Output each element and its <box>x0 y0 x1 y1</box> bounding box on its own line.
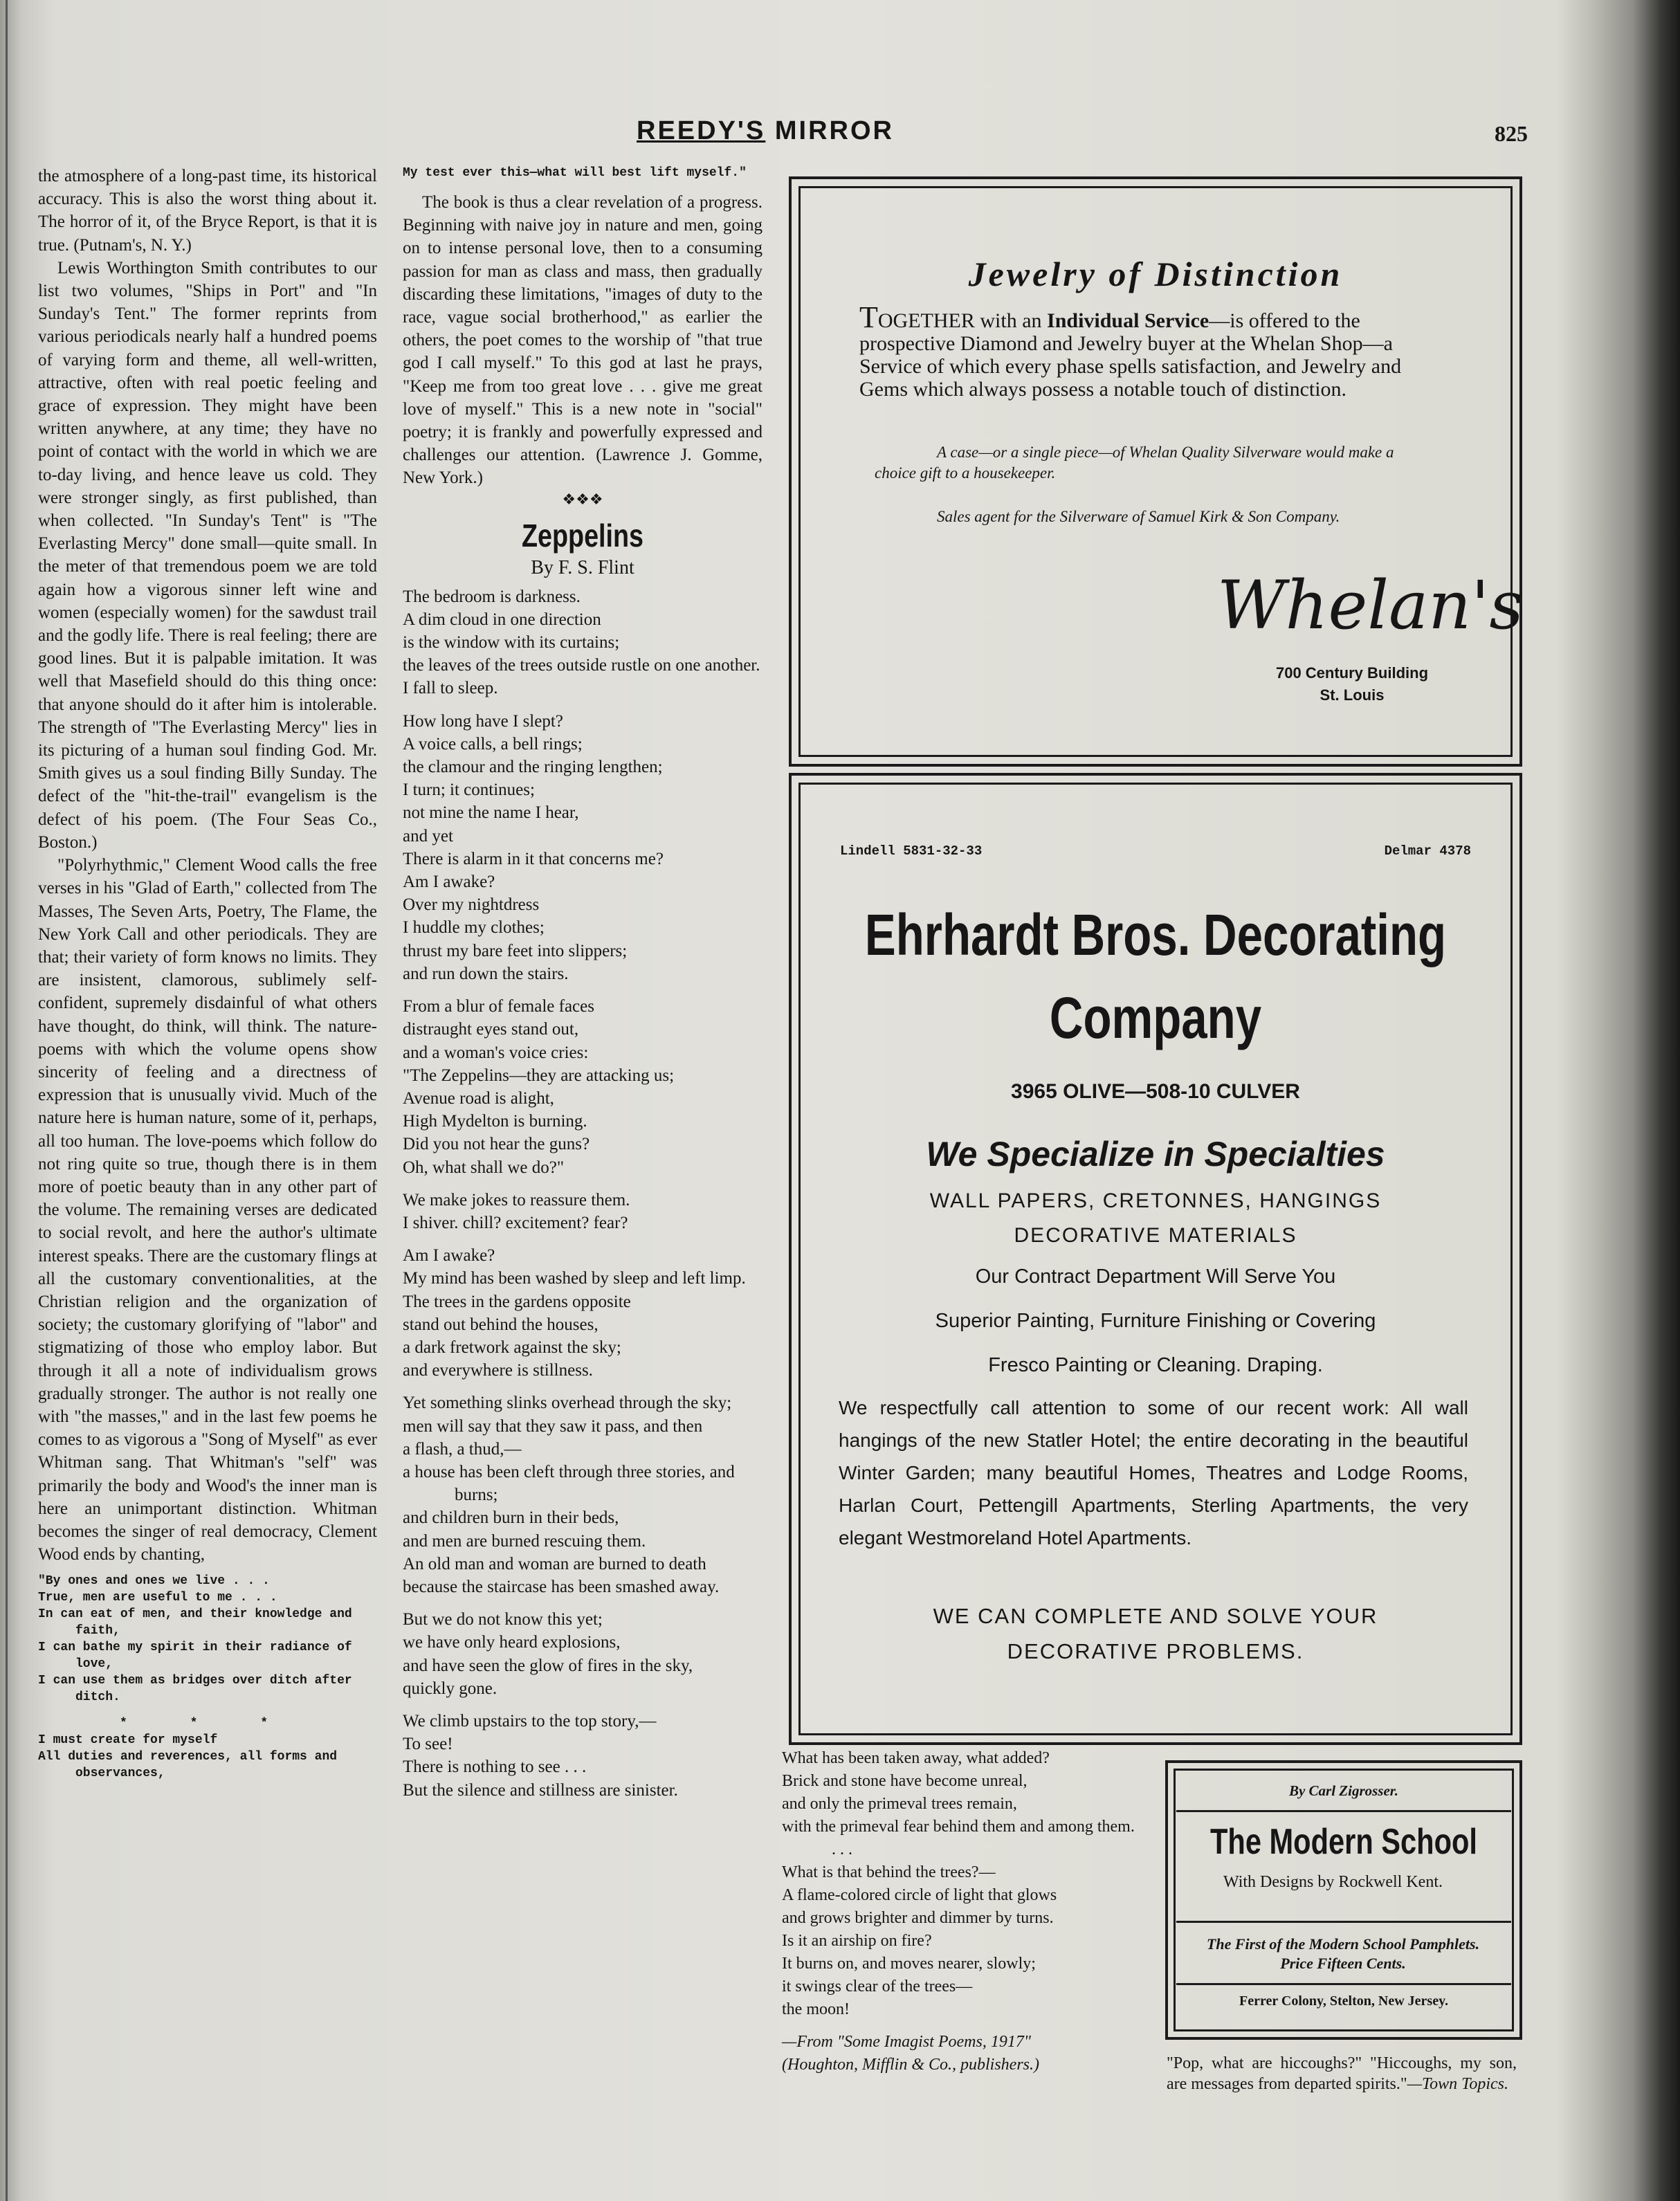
slogan: We Specialize in Specialties <box>926 1135 1385 1173</box>
verse-line: There is nothing to see . . . <box>403 1757 587 1777</box>
verse-line: There is alarm in it that concerns me? <box>403 849 664 868</box>
verse-line: and men are burned rescuing them. <box>403 1531 646 1551</box>
service-line: Superior Painting, Furniture Finishing or Covering <box>935 1310 1376 1332</box>
verse-line: What is that behind the trees?— <box>782 1863 996 1881</box>
paragraph: the atmosphere of a long-past time, its historical accuracy. This is also the worst thing about it. The horror of it, of the Bryce Report, is that it is true. (Putnam's, N. Y.) <box>38 167 377 255</box>
verse-line: I fall to sleep. <box>403 679 498 698</box>
service-line: DECORATIVE MATERIALS <box>1014 1224 1297 1247</box>
recent-work: We respectfully call attention to some of our recent work: All wall hangings of the new Statler Hotel; the entire decorating in the beautiful Winter Garden; many beautiful Homes, Theatres and Lodge Rooms, Harlan Court, Pettengill Apartments, Sterling Apartments, the very elegant Westmoreland Hotel Apartments. <box>839 1397 1468 1549</box>
verse-line: the leaves of the trees outside rustle on one another. <box>403 656 760 675</box>
ad-publisher: Ferrer Colony, Stelton, New Jersey. <box>1239 1993 1448 2009</box>
address-line: St. Louis <box>1320 686 1385 704</box>
ad-address <box>1234 662 1470 706</box>
company-name: Company <box>1049 985 1262 1050</box>
stanza <box>403 1608 763 1700</box>
verse-line: We climb upstairs to the top story,— <box>403 1711 657 1730</box>
verse-line: High Mydelton is burning. <box>403 1112 587 1131</box>
verse-line: with the primeval fear behind them and among them. . . . <box>782 1818 1135 1858</box>
verse-line: because the staircase has been smashed away. <box>403 1577 720 1596</box>
verse-line: a flash, a thud,— <box>403 1439 522 1459</box>
verse-line: it swings clear of the trees— <box>782 1978 973 1995</box>
verse-line: and only the primeval trees remain, <box>782 1795 1017 1813</box>
verse-line: I shiver. chill? excitement? fear? <box>403 1213 628 1232</box>
verse-line: and everywhere is stillness. <box>403 1361 593 1380</box>
poem-body-continued <box>782 1747 1142 2021</box>
verse-line: The trees in the gardens opposite <box>403 1292 631 1311</box>
ad-designs: With Designs by Rockwell Kent. <box>1223 1873 1443 1891</box>
quoted-verse <box>403 165 763 181</box>
verse-line: Yet something slinks overhead through the sky; <box>403 1394 732 1413</box>
verse-line: It burns on, and moves nearer, slowly; <box>782 1955 1036 1973</box>
ad-note: The First of the Modern School Pamphlets. Price Fifteen Cents. <box>1206 1935 1480 1972</box>
stanza <box>403 1244 763 1382</box>
verse-line: quickly gone. <box>403 1679 497 1698</box>
verse-line: and run down the stairs. <box>403 964 569 983</box>
verse-line: stand out behind the houses, <box>403 1315 599 1334</box>
jewelry-ad <box>789 176 1522 767</box>
verse-line: Over my nightdress <box>403 895 540 915</box>
joke-source: —Town Topics. <box>1407 2075 1508 2093</box>
verse-line: My test ever this—what will best lift myself." <box>403 166 747 180</box>
verse-line: How long have I slept? <box>403 711 563 731</box>
ad-byline: By Carl Zigrosser. <box>1288 1782 1399 1799</box>
verse-line: My mind has been washed by sleep and left limp. <box>403 1269 746 1288</box>
verse-line: we have only heard explosions, <box>403 1633 621 1652</box>
joke-text: "Pop, what are hiccoughs?" "Hiccoughs, my son, are messages from departed spirits." <box>1167 2054 1517 2093</box>
verse-line: a house has been cleft through three stories, and burns; <box>403 1462 735 1505</box>
header-title-suffix: MIRROR <box>765 116 894 145</box>
closing-line: WE CAN COMPLETE AND SOLVE YOUR <box>933 1604 1378 1628</box>
company-address: 3965 OLIVE—508-10 CULVER <box>1011 1080 1300 1103</box>
phone-left: Lindell 5831-32-33 <box>840 843 983 859</box>
ad-body-bold: Individual Service <box>1047 309 1209 332</box>
verse-line: and yet <box>403 826 453 846</box>
source-line: (Houghton, Mifflin & Co., publishers.) <box>782 2056 1039 2074</box>
verse-line: I turn; it continues; <box>403 780 535 800</box>
paragraph: The book is thus a clear revelation of a progress. Beginning with naive joy in nature and men, going on to intense personal love, then to a consuming passion for man as class and mass, then gradually discarding these limitations, "images of duty to the race, vague social brotherhood," as earlier the others, the poet comes to the worship of "that true god I call myself." To this god at last he prays, "Keep me from too great love . . . give me great love of myself." This is a new note in "social" poetry; it is frankly and powerfully expressed and challenges our attention. (Lawrence J. Gomme, New York.) <box>403 193 763 488</box>
phone-right: Delmar 4378 <box>1384 843 1471 859</box>
verse-line: "The Zeppelins—they are attacking us; <box>403 1066 675 1085</box>
rule <box>1176 1921 1511 1923</box>
verse-line: A voice calls, a bell rings; <box>403 734 583 754</box>
verse-line: "By ones and ones we live . . . <box>38 1574 270 1589</box>
verse-line: and a woman's voice cries: <box>403 1043 589 1062</box>
ad-inner-border <box>1174 1769 1514 2031</box>
source-line: —From "Some Imagist Poems, 1917" <box>782 2033 1031 2051</box>
verse-line: Is it an airship on fire? <box>782 1932 932 1950</box>
poem-continuation <box>782 1747 1142 2076</box>
verse-line: the moon! <box>782 2000 850 2018</box>
service-line: Fresco Painting or Cleaning. Draping. <box>988 1354 1323 1376</box>
verse-line: We make jokes to reassure them. <box>403 1190 630 1209</box>
verse-line: Brick and stone have become unreal, <box>782 1772 1028 1790</box>
quoted-verse <box>38 1573 377 1706</box>
service-line: WALL PAPERS, CRETONNES, HANGINGS <box>929 1189 1382 1212</box>
verse-line: Am I awake? <box>403 1246 495 1266</box>
ad-note: A case—or a single piece—of Whelan Quality Silverware would make a choice gift to a housekeeper. <box>875 444 1394 482</box>
ad-title: The Modern School <box>1210 1822 1477 1862</box>
whelans-signature: Whelan's <box>1217 567 1524 644</box>
verse-line: From a blur of female faces <box>403 997 594 1016</box>
verse-line: is the window with its curtains; <box>403 633 620 652</box>
ad-title: Jewelry of Distinction <box>968 255 1343 293</box>
verse-line: men will say that they saw it pass, and then <box>403 1416 703 1436</box>
verse-line: distraught eyes stand out, <box>403 1020 579 1039</box>
verse-line: An old man and woman are burned to death <box>403 1554 706 1573</box>
stanza <box>403 1189 763 1234</box>
verse-line: and grows brighter and dimmer by turns. <box>782 1909 1054 1927</box>
verse-line: True, men are useful to me . . . <box>38 1591 277 1605</box>
verse-line: Did you not hear the guns? <box>403 1135 590 1154</box>
verse-line: All duties and reverences, all forms and observances, <box>38 1750 338 1781</box>
verse-line: But the silence and stillness are sinister. <box>403 1780 678 1800</box>
paragraph: "Polyrhythmic," Clement Wood calls the free verses in his "Glad of Earth," collected from The Masses, The Seven Arts, Poetry, The Flame, the New York Call and other periodicals. They are that; their variety of form knows no limits. They are insistent, clamorous, sublimely self-confident, supremely disdainful of what others have thought, do think, will think. The nature-poems with which the volume opens show sincerity of feeling and a directness of expression that is unusually vivid. Much of the nature here is human nature, some of it, perhaps, all too human. The love-poems which follow do not ring quite so true, though there is in them more of poetic beauty than in any other part of the volume. The remaining verses are dedicated to social revolt, and here the author's ultimate interest speaks. There are the customary flings at all the customary conventionalities, at the Christian religion and the organization of society; the customary glorifying of "labor" and stigmatizing of those who employ labor. But through it all a note of individualism grows gradually stronger. The author is not really one with "the masses," and in the last few poems he comes to as vigorous a "Song of Myself" as ever Whitman sang. That Whitman's "self" was primarily the body and Wood's the inner man is here an unimportant distinction. Whitman becomes the singer of real democracy, Clement Wood ends by chanting, <box>38 856 377 1564</box>
stanza <box>782 1747 1142 2021</box>
poem-source <box>782 2031 1142 2076</box>
verse-line: a dark fretwork against the sky; <box>403 1337 621 1357</box>
stanza <box>403 1391 763 1598</box>
verse-line: Oh, what shall we do?" <box>403 1158 565 1177</box>
verse-line: the clamour and the ringing lengthen; <box>403 758 663 777</box>
service-line: Our Contract Department Will Serve You <box>975 1266 1336 1288</box>
section-stars: * * * <box>119 1717 295 1731</box>
binding-edge <box>6 0 8 2201</box>
stanza <box>403 585 763 700</box>
verse-line: Am I awake? <box>403 873 495 892</box>
verse-line: The bedroom is darkness. <box>403 587 581 606</box>
verse-line: not mine the name I hear, <box>403 803 579 823</box>
verse-line: I can use them as bridges over ditch after ditch. <box>38 1674 352 1705</box>
verse-line: I must create for myself <box>38 1733 218 1748</box>
verse-line: But we do not know this yet; <box>403 1610 603 1629</box>
poem-body <box>403 585 763 1802</box>
verse-line: I can bathe my spirit in their radiance of love, <box>38 1641 352 1672</box>
ad-body-text: —is offered to the prospective Diamond and Jewelry buyer at the Whelan Shop—a Service of which every phase spells satisfaction, and Jewelry and Gems which always possess a notable touch of distinction. <box>859 309 1402 401</box>
verse-line: To see! <box>403 1735 453 1754</box>
verse-line: thrust my bare feet into slippers; <box>403 941 628 960</box>
header-title-prefix: REEDY'S <box>637 116 766 145</box>
rule <box>1176 1810 1511 1812</box>
verse-line: and have seen the glow of fires in the sky, <box>403 1656 693 1675</box>
column-middle <box>403 165 763 1811</box>
modern-school-ad <box>1165 1760 1522 2040</box>
verse-line: What has been taken away, what added? <box>782 1749 1050 1767</box>
running-header <box>637 116 894 146</box>
stanza <box>403 710 763 985</box>
joke <box>1167 2053 1517 2094</box>
column-left <box>38 165 377 1791</box>
verse-line: A flame-colored circle of light that glows <box>782 1886 1057 1904</box>
poem-byline: By F. S. Flint <box>531 556 634 578</box>
section-divider: ❖❖❖ <box>562 490 603 508</box>
ad-body <box>859 300 1454 401</box>
poem-title: Zeppelins <box>521 517 644 554</box>
stanza <box>403 1710 763 1802</box>
verse-line: A dim cloud in one direction <box>403 610 601 629</box>
ad-body-text: OGETHER with an <box>877 309 1048 332</box>
verse-line: I huddle my clothes; <box>403 918 545 938</box>
verse-line: and children burn in their beds, <box>403 1508 619 1528</box>
address-line: 700 Century Building <box>1275 664 1429 682</box>
ehrhardt-ad <box>789 773 1522 1745</box>
ad-note: Sales agent for the Silverware of Samuel Kirk & Son Company. <box>937 508 1340 525</box>
stanza <box>403 995 763 1179</box>
closing-line: DECORATIVE PROBLEMS. <box>1007 1639 1304 1663</box>
verse-line: Avenue road is alight, <box>403 1088 554 1108</box>
page-number: 825 <box>1495 121 1528 146</box>
rule <box>1176 1983 1511 1985</box>
drop-cap: T <box>859 300 878 334</box>
quoted-verse <box>38 1732 377 1782</box>
company-name: Ehrhardt Bros. Decorating <box>864 902 1447 967</box>
paragraph: Lewis Worthington Smith contributes to our list two volumes, "Ships in Port" and "In Sunday's Tent." The former reprints from various periodicals nearly half a hundred poems of varying form and theme, all well-written, attractive, often with real poetic feeling and grace of expression. They might have been written anywhere, at any time; they have no point of contact with the world in which we are to-day living, and hence leave us cold. They were stronger singly, as first published, than when collected. "In Sunday's Tent" is "The Everlasting Mercy" done small—quite small. In the meter of that tremendous poem we are told again how a vigorous sinner left wine and women (especially women) for the sawdust trail and the godly life. There is real feeling; there are good lines. But it is palpable imitation. It was well that Masefield should do this thing once: that anyone should do it after him is intolerable. The strength of "The Everlasting Mercy" lies in its picturing of a human soul finding God. Mr. Smith gives us a soul finding Billy Sunday. The defect of the "hit-the-trail" evangelism is the defect of his poem. (The Four Seas Co., Boston.) <box>38 258 377 852</box>
verse-line: In can eat of men, and their knowledge and faith, <box>38 1607 352 1638</box>
